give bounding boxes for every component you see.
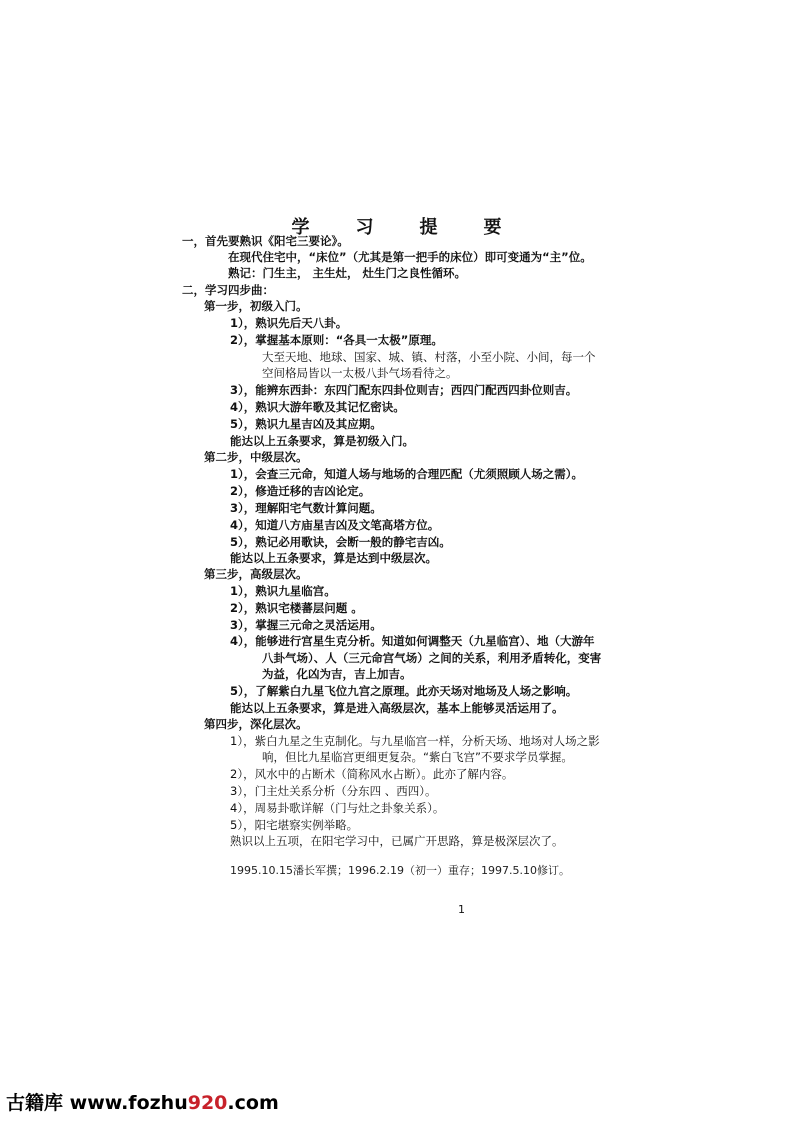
text-line: 5），阳宅堪察实例举略。 xyxy=(230,818,359,832)
text-line: 熟识以上五项，在阳宅学习中，已属广开思路，算是极深层次了。 xyxy=(230,834,564,848)
watermark-url-number: 920 xyxy=(187,1092,228,1114)
text-line: 4），能够进行宫星生克分析。知道如何调整天（九星临宫）、地（大游年 xyxy=(230,634,595,648)
text-line: 能达以上五条要求，算是达到中级层次。 xyxy=(230,551,437,565)
text-line: 八卦气场）、人（三元命宫气场）之间的关系，利用矛盾转化，变害 xyxy=(262,651,602,665)
text-line: 能达以上五条要求，算是初级入门。 xyxy=(230,434,414,448)
text-line: 二，学习四步曲： xyxy=(182,283,274,297)
text-line: 3），掌握三元命之灵活运用。 xyxy=(230,618,382,632)
text-line: 4），周易卦歌详解（门与灶之卦象关系）。 xyxy=(230,801,445,815)
text-line: 大至天地、地球、国家、城、镇、村落，小至小院、小间，每一个 xyxy=(262,350,596,364)
text-line: 4），熟识大游年歌及其记忆密诀。 xyxy=(230,400,405,414)
text-line: 2），风水中的占断术（简称风水占断）。此亦了解内容。 xyxy=(230,767,514,781)
text-line: 第四步，深化层次。 xyxy=(204,717,308,731)
text-line: 1），紫白九星之生克制化。与九星临宫一样，分析天场、地场对人场之影 xyxy=(230,734,600,748)
authorship-note: 1995.10.15潘长军撰；1996.2.19（初一）重存；1997.5.10修订。 xyxy=(230,864,570,877)
text-line: 3），门主灶关系分析（分东四 、西四）。 xyxy=(230,784,437,798)
text-line: 能达以上五条要求，算是进入高级层次，基本上能够灵活运用了。 xyxy=(230,701,564,715)
watermark-url[interactable] xyxy=(70,1092,279,1114)
text-line: 5），了解紫白九星飞位九宫之原理。此亦天场对地场及人场之影响。 xyxy=(230,684,578,698)
text-line: 为益，化凶为吉，吉上加吉。 xyxy=(262,667,412,681)
watermark-site-name: 古籍库 xyxy=(6,1092,64,1114)
text-line: 1），熟识九星临宫。 xyxy=(230,584,336,598)
text-line: 在现代住宅中，“床位”（尤其是第一把手的床位）即可变通为“主”位。 xyxy=(228,250,592,264)
text-line: 4），知道八方庙星吉凶及文笔高塔方位。 xyxy=(230,518,440,532)
watermark-url-prefix: www.fozhu xyxy=(69,1092,188,1114)
text-line: 2），熟识宅楼蕃层问题 。 xyxy=(230,601,363,615)
text-line: 空间格局皆以一太极八卦气场看待之。 xyxy=(262,366,458,380)
text-line: 响，但比九星临宫更细更复杂。“紫白飞宫”不要求学员掌握。 xyxy=(262,750,573,764)
text-line: 熟记：门生主， 主生灶， 灶生门之良性循环。 xyxy=(228,266,467,280)
text-line: 1），熟识先后天八卦。 xyxy=(230,316,348,330)
text-line: 第二步，中级层次。 xyxy=(204,450,308,464)
text-line: 一，首先要熟识《阳宅三要论》。 xyxy=(182,234,349,248)
text-line: 5），熟记必用歌诀，会断一般的静宅吉凶。 xyxy=(230,535,451,549)
page-title: 学习提要 xyxy=(291,217,548,238)
text-line: 2），修造迁移的吉凶论定。 xyxy=(230,484,371,498)
text-line: 1），会查三元命，知道人场与地场的合理匹配（尤须照顾人场之需）。 xyxy=(230,467,583,481)
text-line: 2），掌握基本原则：“各具一太极”原理。 xyxy=(230,333,443,347)
text-line: 3），理解阳宅气数计算问题。 xyxy=(230,501,382,515)
text-line: 第一步，初级入门。 xyxy=(204,299,308,313)
text-line: 3），能辨东西卦：东四门配东四卦位则吉；西四门配西四卦位则吉。 xyxy=(230,383,578,397)
watermark-url-suffix: .com xyxy=(227,1092,279,1114)
text-line: 第三步，高级层次。 xyxy=(204,567,308,581)
page-number: 1 xyxy=(458,903,465,916)
site-watermark xyxy=(6,1088,279,1115)
text-line: 5），熟识九星吉凶及其应期。 xyxy=(230,417,382,431)
